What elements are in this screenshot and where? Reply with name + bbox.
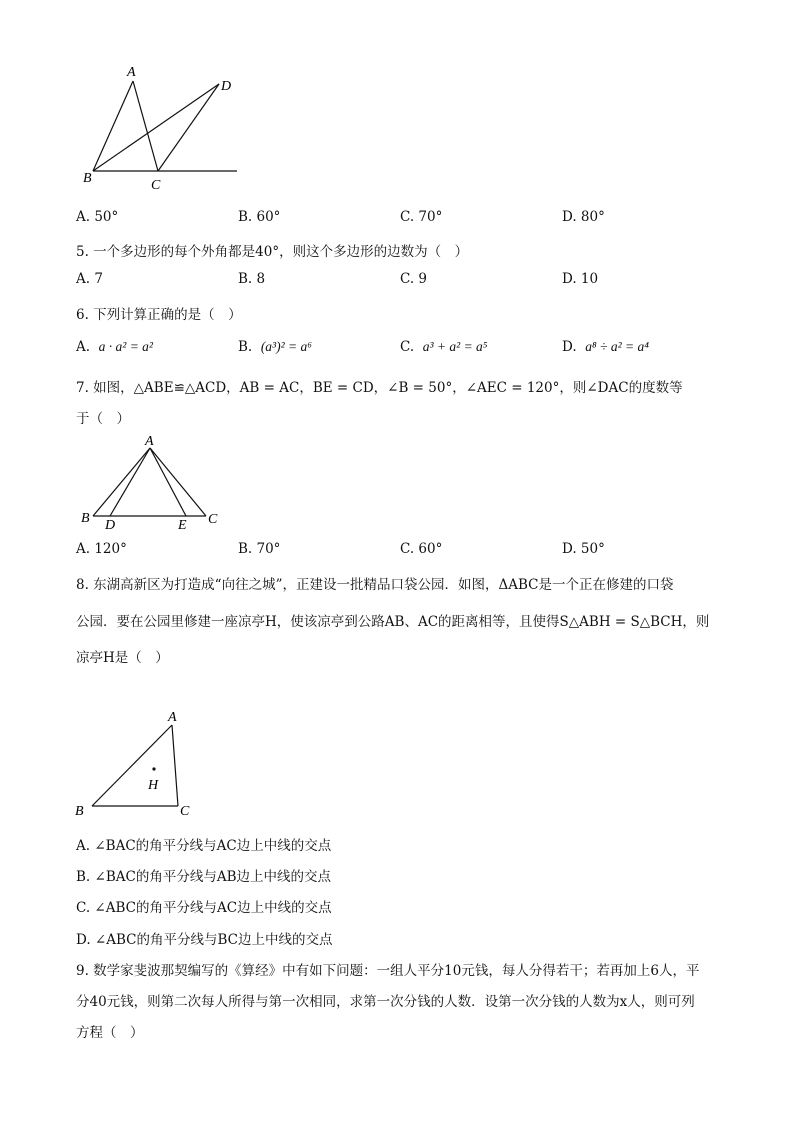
q7-option-b[interactable]: B. 70°	[238, 541, 281, 557]
q4-figure	[80, 62, 250, 197]
label-a: A	[145, 434, 154, 449]
segment-ac	[133, 81, 158, 171]
q6-options	[76, 339, 716, 359]
q7-stem-line2: 于（ ）	[76, 411, 130, 427]
q8-figure	[72, 702, 202, 822]
q7-option-d[interactable]: D. 50°	[562, 541, 605, 557]
segment-ac	[172, 725, 178, 806]
q8-stem-line2: 公园．要在公园里修建一座凉亭H，使该凉亭到公路AB、AC的距离相等，且使得S△ABH = S△BCH，则	[76, 614, 710, 630]
label-d: D	[221, 79, 232, 94]
label-e: E	[178, 518, 187, 532]
q9-stem-line1: 9. 数学家斐波那契编写的《算经》中有如下问题：一组人平分10元钱，每人分得若干；若再加上6人，平	[76, 963, 700, 979]
q6-option-d[interactable]: D. a⁸ ÷ a² = a⁴	[562, 339, 649, 355]
q4-option-b[interactable]: B. 60°	[238, 209, 281, 225]
q8-option-a[interactable]: A. ∠BAC的角平分线与AC边上中线的交点	[76, 838, 332, 854]
q5-option-a[interactable]: A. 7	[76, 271, 103, 287]
label-h: H	[148, 778, 159, 793]
q7-option-c[interactable]: C. 60°	[400, 541, 443, 557]
label-c: C	[208, 512, 218, 527]
label-b: B	[75, 804, 84, 819]
point-h-dot	[152, 767, 155, 770]
q9-stem-line3: 方程（ ）	[76, 1025, 144, 1041]
segment-ab	[92, 725, 172, 806]
q5-option-d[interactable]: D. 10	[562, 271, 599, 287]
q5-stem: 5. 一个多边形的每个外角都是40°，则这个多边形的边数为（ ）	[76, 244, 469, 260]
q4-option-a[interactable]: A. 50°	[76, 209, 119, 225]
q8-stem-line3: 凉亭H是（ ）	[76, 650, 169, 666]
q8-stem-line1: 8. 东湖高新区为打造成“向往之城”，正建设一批精品口袋公园．如图，ΔABC是一个正在修建的口袋	[76, 577, 674, 593]
q6-option-c[interactable]: C. a³ + a² = a⁵	[400, 339, 488, 355]
q7-stem-line1: 7. 如图，△ABE≌△ACD，AB = AC，BE = CD，∠B = 50°，∠AEC = 120°，则∠DAC的度数等	[76, 380, 683, 396]
q6-option-a[interactable]: A. a · a² = a²	[76, 339, 153, 355]
label-d: D	[105, 518, 116, 532]
q5-option-b[interactable]: B. 8	[238, 271, 266, 287]
label-a: A	[168, 710, 177, 725]
q6-option-b[interactable]: B. (a³)² = a⁶	[238, 339, 312, 355]
segment-ad	[110, 448, 150, 516]
q8-option-c[interactable]: C. ∠ABC的角平分线与AC边上中线的交点	[76, 900, 332, 916]
q7-options	[76, 541, 716, 561]
label-c: C	[180, 804, 190, 819]
q5-option-c[interactable]: C. 9	[400, 271, 428, 287]
q5-options	[76, 271, 716, 291]
label-b: B	[81, 511, 90, 526]
q8-option-d[interactable]: D. ∠ABC的角平分线与BC边上中线的交点	[76, 932, 333, 948]
q7-figure	[78, 432, 228, 532]
segment-ac	[150, 448, 206, 516]
segment-ab	[93, 448, 150, 516]
segment-ae	[150, 448, 186, 516]
q8-option-b[interactable]: B. ∠BAC的角平分线与AB边上中线的交点	[76, 869, 331, 885]
q4-options	[76, 209, 716, 229]
q4-option-c[interactable]: C. 70°	[400, 209, 443, 225]
q6-stem: 6. 下列计算正确的是（ ）	[76, 307, 242, 323]
q4-option-d[interactable]: D. 80°	[562, 209, 605, 225]
label-b: B	[83, 171, 92, 186]
label-a: A	[127, 65, 136, 80]
q7-option-a[interactable]: A. 120°	[76, 541, 127, 557]
label-c: C	[151, 178, 161, 193]
q9-stem-line2: 分40元钱，则第二次每人所得与第一次相同，求第一次分钱的人数．设第一次分钱的人数为x人，则可列	[76, 994, 695, 1010]
segment-cd	[158, 84, 219, 171]
